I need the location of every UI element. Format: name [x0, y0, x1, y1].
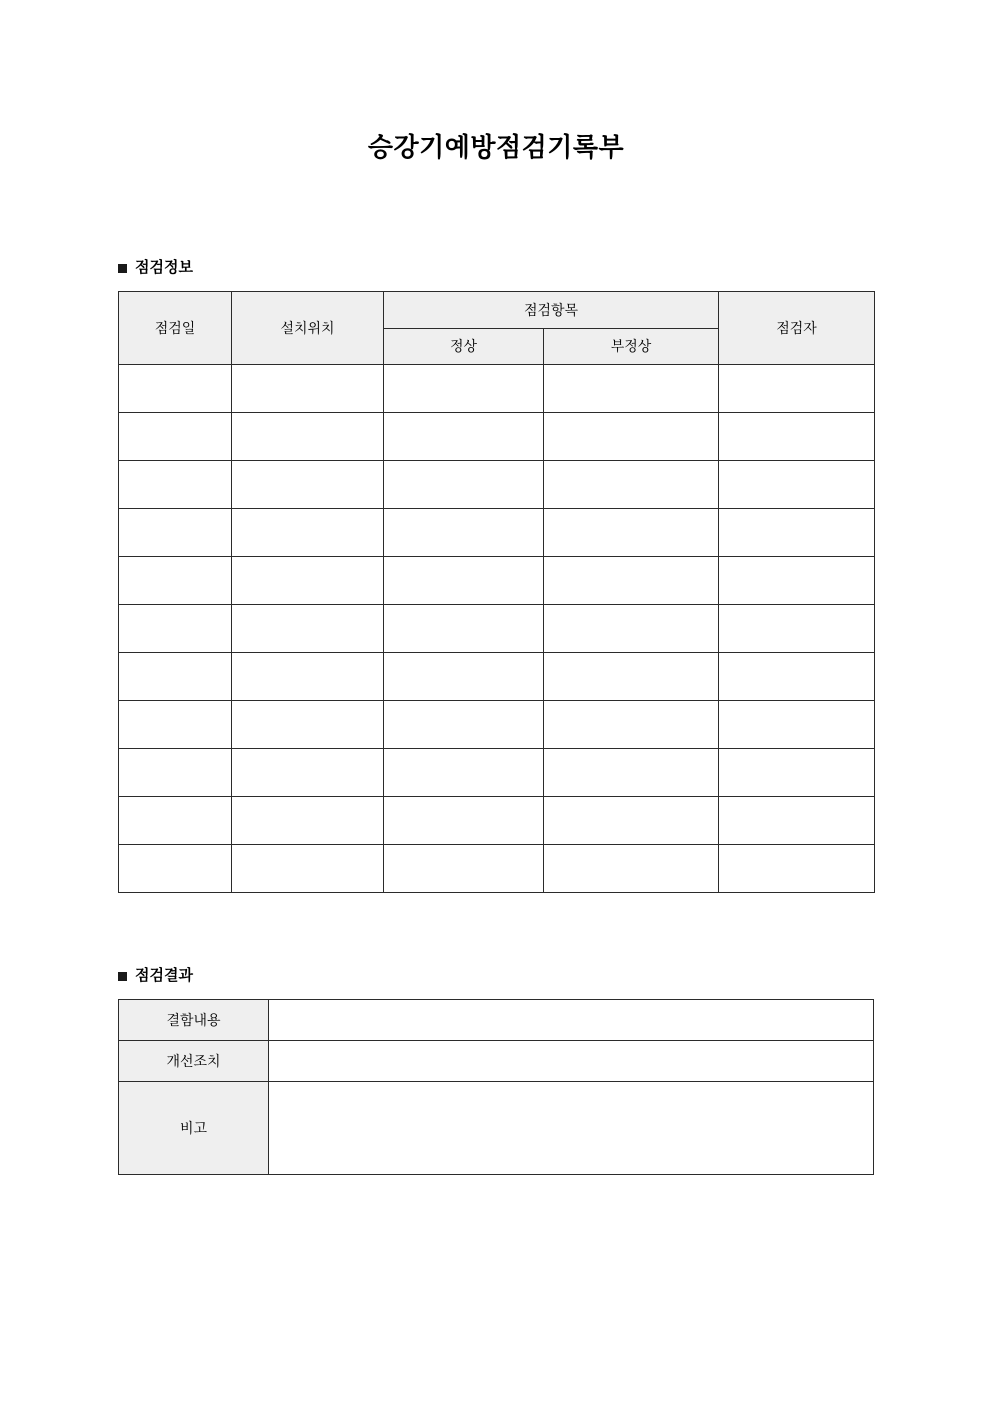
- cell-normal[interactable]: [384, 845, 544, 893]
- cell-abnormal[interactable]: [544, 653, 719, 701]
- cell-abnormal[interactable]: [544, 845, 719, 893]
- row-value-defect[interactable]: [269, 1000, 874, 1041]
- header-cell-normal: 정상: [384, 328, 544, 365]
- table-row: [119, 413, 875, 461]
- cell-location[interactable]: [232, 461, 384, 509]
- cell-abnormal[interactable]: [544, 365, 719, 413]
- cell-inspector[interactable]: [719, 365, 875, 413]
- cell-normal[interactable]: [384, 413, 544, 461]
- cell-inspector[interactable]: [719, 701, 875, 749]
- cell-location[interactable]: [232, 653, 384, 701]
- row-label-improvement: 개선조치: [119, 1041, 269, 1082]
- table-row: [119, 461, 875, 509]
- cell-location[interactable]: [232, 557, 384, 605]
- inspection-result-heading: [118, 967, 874, 985]
- cell-abnormal[interactable]: [544, 749, 719, 797]
- cell-location[interactable]: [232, 605, 384, 653]
- row-value-improvement[interactable]: [269, 1041, 874, 1082]
- inspection-result-table-body: [119, 1000, 874, 1175]
- cell-location[interactable]: [232, 797, 384, 845]
- cell-date[interactable]: [119, 845, 232, 893]
- cell-location[interactable]: [232, 749, 384, 797]
- row-value-remarks[interactable]: [269, 1082, 874, 1175]
- inspection-result-heading-label: 점검결과: [135, 967, 193, 985]
- cell-inspector[interactable]: [719, 845, 875, 893]
- cell-normal[interactable]: [384, 749, 544, 797]
- cell-normal[interactable]: [384, 365, 544, 413]
- inspection-info-heading-label: 점검정보: [135, 259, 193, 277]
- cell-normal[interactable]: [384, 797, 544, 845]
- table-row: [119, 509, 875, 557]
- inspection-info-heading: [118, 259, 874, 277]
- cell-inspector[interactable]: [719, 509, 875, 557]
- bullet-square-icon: [118, 264, 127, 273]
- cell-date[interactable]: [119, 701, 232, 749]
- table-row: [119, 605, 875, 653]
- table-row: [119, 365, 875, 413]
- inspection-info-table-head: [119, 292, 875, 365]
- cell-inspector[interactable]: [719, 653, 875, 701]
- cell-abnormal[interactable]: [544, 797, 719, 845]
- cell-normal[interactable]: [384, 653, 544, 701]
- inspection-info-section: [118, 259, 874, 893]
- cell-date[interactable]: [119, 557, 232, 605]
- cell-abnormal[interactable]: [544, 557, 719, 605]
- table-row: [119, 749, 875, 797]
- cell-inspector[interactable]: [719, 557, 875, 605]
- table-row: [119, 653, 875, 701]
- cell-inspector[interactable]: [719, 605, 875, 653]
- cell-abnormal[interactable]: [544, 605, 719, 653]
- table-row: [119, 1000, 874, 1041]
- table-row: [119, 1082, 874, 1175]
- cell-normal[interactable]: [384, 605, 544, 653]
- inspection-info-table-body: [119, 365, 875, 893]
- table-header-row-1: [119, 292, 875, 329]
- inspection-result-table: [118, 999, 874, 1175]
- cell-date[interactable]: [119, 605, 232, 653]
- table-row: [119, 1041, 874, 1082]
- cell-date[interactable]: [119, 365, 232, 413]
- cell-normal[interactable]: [384, 509, 544, 557]
- cell-abnormal[interactable]: [544, 461, 719, 509]
- cell-date[interactable]: [119, 797, 232, 845]
- inspection-result-section: [118, 967, 874, 1175]
- cell-inspector[interactable]: [719, 749, 875, 797]
- page-title: 승강기예방점검기록부: [367, 132, 625, 162]
- inspection-info-table: [118, 291, 875, 893]
- header-cell-date: 점검일: [119, 292, 232, 365]
- cell-location[interactable]: [232, 413, 384, 461]
- cell-abnormal[interactable]: [544, 509, 719, 557]
- cell-date[interactable]: [119, 509, 232, 557]
- cell-date[interactable]: [119, 413, 232, 461]
- row-label-defect: 결함내용: [119, 1000, 269, 1041]
- cell-location[interactable]: [232, 509, 384, 557]
- header-cell-location: 설치위치: [232, 292, 384, 365]
- header-cell-items-group: 점검항목: [384, 292, 719, 329]
- cell-location[interactable]: [232, 365, 384, 413]
- cell-inspector[interactable]: [719, 413, 875, 461]
- table-row: [119, 557, 875, 605]
- header-cell-inspector: 점검자: [719, 292, 875, 365]
- cell-normal[interactable]: [384, 461, 544, 509]
- cell-location[interactable]: [232, 845, 384, 893]
- cell-date[interactable]: [119, 461, 232, 509]
- cell-date[interactable]: [119, 653, 232, 701]
- table-row: [119, 701, 875, 749]
- bullet-square-icon: [118, 972, 127, 981]
- table-row: [119, 797, 875, 845]
- cell-date[interactable]: [119, 749, 232, 797]
- cell-abnormal[interactable]: [544, 701, 719, 749]
- cell-location[interactable]: [232, 701, 384, 749]
- row-label-remarks: 비고: [119, 1082, 269, 1175]
- cell-normal[interactable]: [384, 701, 544, 749]
- cell-inspector[interactable]: [719, 461, 875, 509]
- header-cell-abnormal: 부정상: [544, 328, 719, 365]
- cell-abnormal[interactable]: [544, 413, 719, 461]
- table-row: [119, 845, 875, 893]
- cell-normal[interactable]: [384, 557, 544, 605]
- cell-inspector[interactable]: [719, 797, 875, 845]
